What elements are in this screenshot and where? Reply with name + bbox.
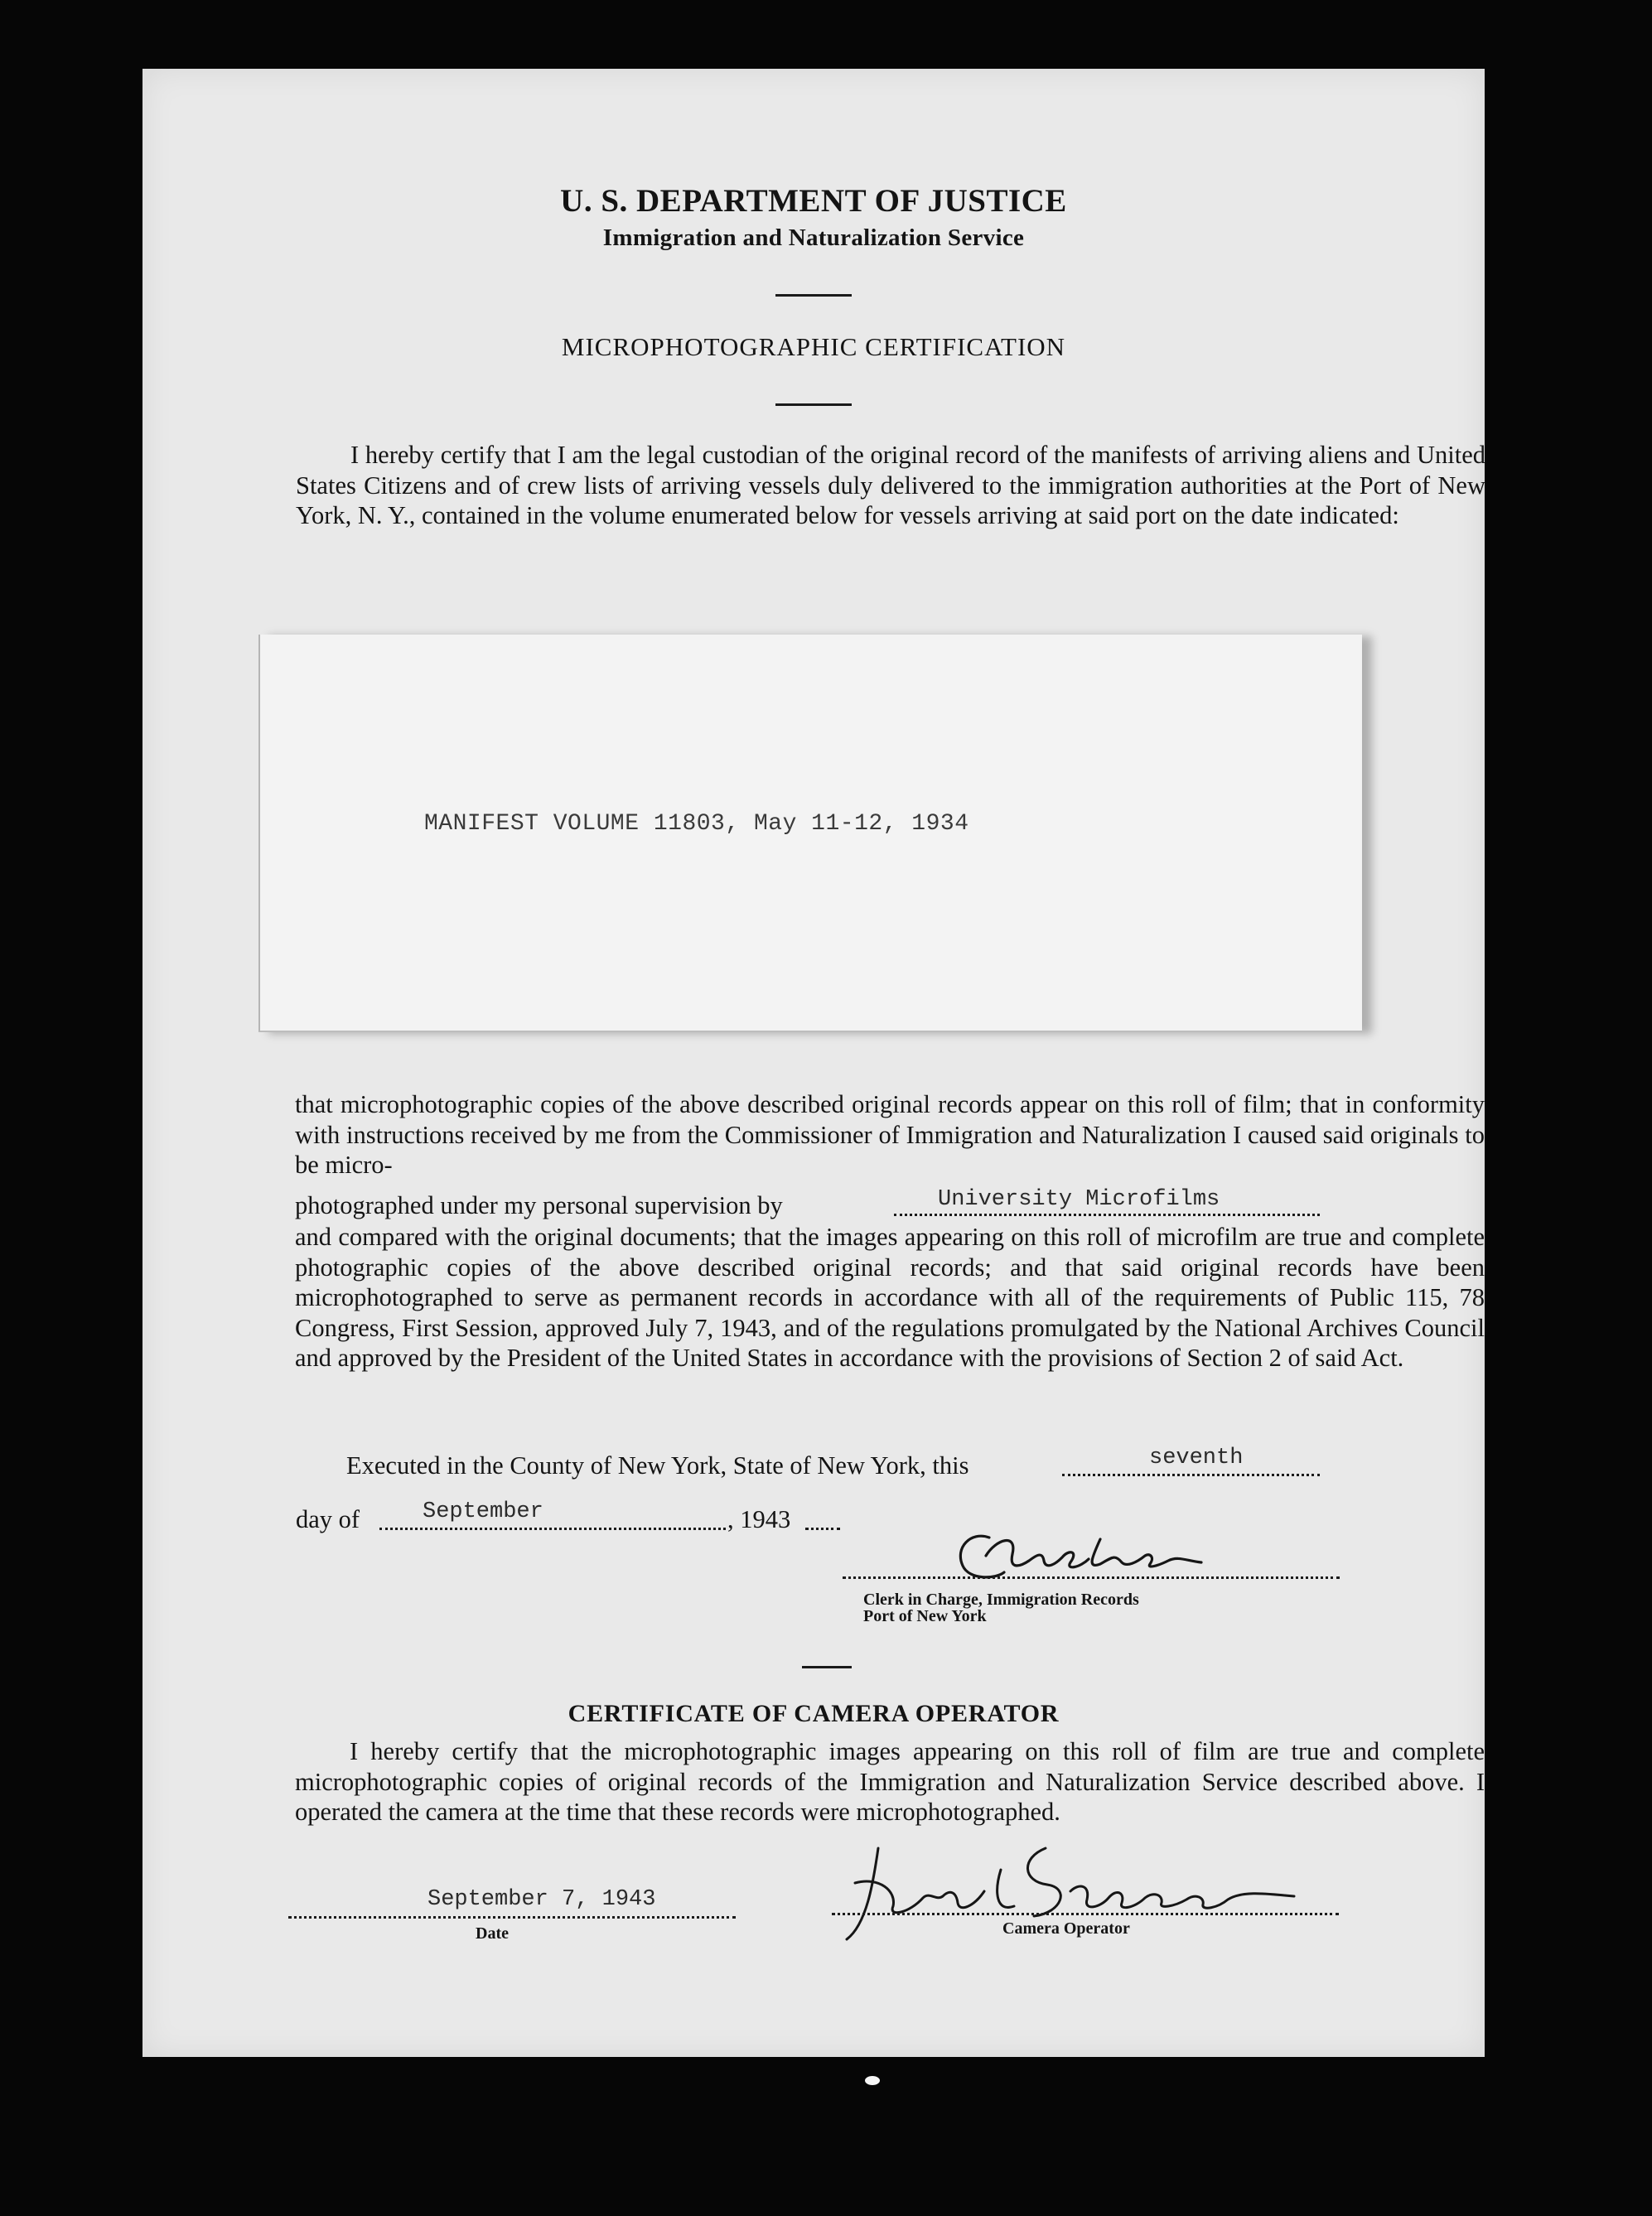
operator-date: September 7, 1943 xyxy=(427,1887,656,1912)
clerk-signature xyxy=(938,1514,1236,1597)
executed-year: , 1943 xyxy=(727,1505,791,1533)
form-title: MICROPHOTOGRAPHIC CERTIFICATION xyxy=(561,332,1066,361)
film-speck xyxy=(865,2076,880,2085)
certificate-sheet xyxy=(142,69,1485,2057)
divider-rule xyxy=(775,294,852,297)
executed-day: seventh xyxy=(1149,1446,1244,1470)
camera-operator-paragraph: I hereby certify that the microphotographic images appearing on this roll of film are true and complete microphotographic copies of original records of the Immigration and Naturalization Service described above. I operated the camera at the time that these records were microphotographed. xyxy=(295,1737,1485,1826)
month-dotted-line xyxy=(379,1526,726,1530)
clerk-title-line2: Port of New York xyxy=(863,1607,987,1625)
executed-prefix: Executed in the County of New York, State of New York, this xyxy=(346,1451,969,1480)
supervision-prefix: photographed under my personal supervision by xyxy=(295,1191,783,1219)
microphotograph-paragraph-end: and compared with the original documents; that the images appearing on this roll of microfilm are true and complete photographic copies of the above described original records; and that said original records have been microphotographed to serve as permanent records in accordance with all of the requirements of Public 115, 78 Congress, First Session, approved July 7, 1943, and of the regulations promulgated by the National Archives Council and approved by the President of the United States in accordance with the provisions of Section 2 of said Act. xyxy=(295,1223,1485,1372)
camera-operator-label: Camera Operator xyxy=(1002,1919,1130,1938)
camera-operator-title: CERTIFICATE OF CAMERA OPERATOR xyxy=(568,1700,1060,1727)
divider-rule xyxy=(775,403,852,406)
clerk-title-line1: Clerk in Charge, Immigration Records xyxy=(863,1591,1139,1609)
date-dotted-line xyxy=(288,1914,736,1919)
microphotograph-paragraph-start: that microphotographic copies of the above described original records appear on this roll of film; that in conformity with instructions received by me from the Commissioner of Immigration and Naturalization I caused said originals to be micro- xyxy=(295,1090,1485,1179)
supervisor-name: University Microfilms xyxy=(938,1187,1220,1212)
executed-day-dotted-line xyxy=(1062,1472,1320,1476)
executed-month: September xyxy=(423,1499,543,1524)
service-subheading: Immigration and Naturalization Service xyxy=(602,224,1025,251)
clerk-signature-line xyxy=(843,1575,1340,1579)
agency-heading: U. S. DEPARTMENT OF JUSTICE xyxy=(560,183,1067,219)
date-label: Date xyxy=(476,1924,509,1943)
manifest-volume-label: MANIFEST VOLUME 11803, May 11-12, 1934 xyxy=(424,811,969,837)
custodian-paragraph: I hereby certify that I am the legal custodian of the original record of the manifests of arriving aliens and United States Citizens and of crew lists of arriving vessels duly delivered to the immigration authorities at the Port of New York, N. Y., contained in the volume enumerated below for vessels arriving at said port on the date indicated: xyxy=(296,441,1485,529)
year-dotted-line xyxy=(805,1526,840,1530)
supervisor-dotted-line xyxy=(894,1212,1320,1216)
day-of-prefix: day of xyxy=(296,1505,360,1533)
divider-rule xyxy=(802,1666,852,1668)
operator-signature-line xyxy=(832,1911,1339,1915)
